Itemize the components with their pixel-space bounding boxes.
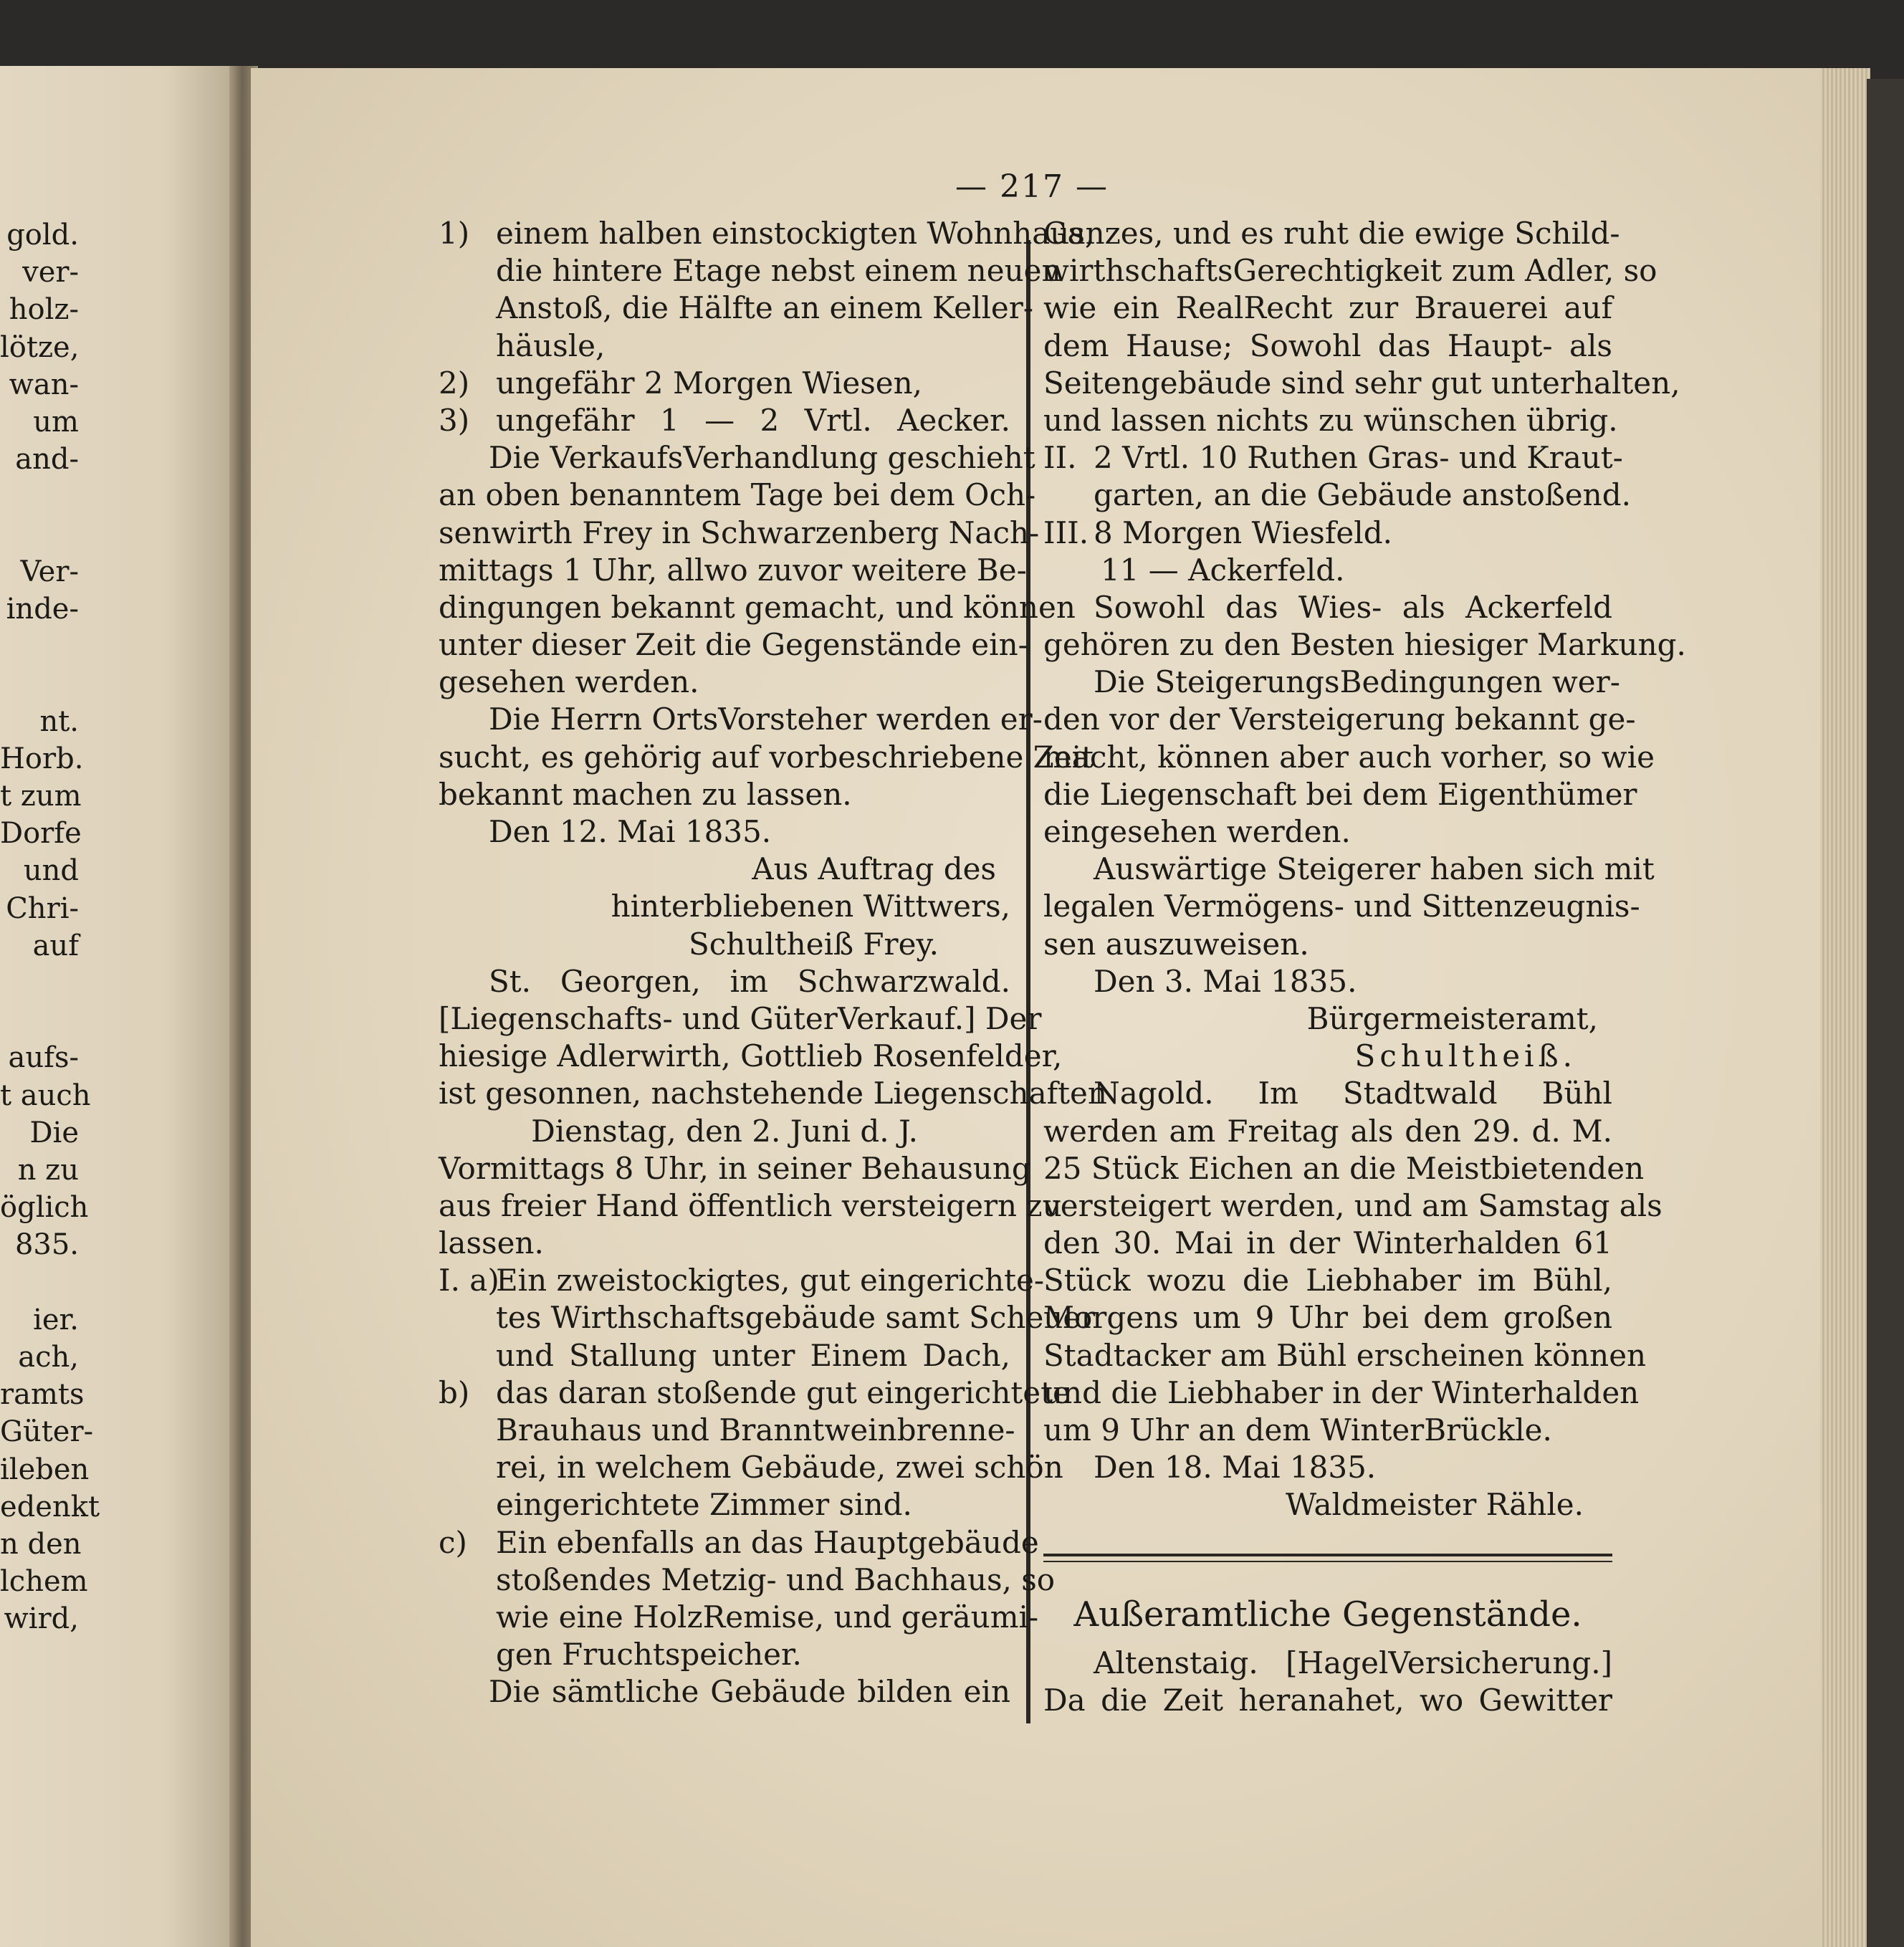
- text-line: II. 2 Vrtl. 10 Ruthen Gras- und Kraut-: [1043, 439, 1612, 477]
- text-line: senwirth Frey in Schwarzenberg Nach-: [439, 515, 1040, 550]
- heading-line: Altenstaig. [HagelVersicherung.]: [1094, 1645, 1612, 1680]
- text-line: Auswärtige Steigerer haben sich mit: [1094, 851, 1655, 887]
- heading-line: St. Georgen, im Schwarzwald.: [489, 963, 1010, 999]
- section-title: Außeramtliche Gegenstände.: [1073, 1594, 1582, 1635]
- text-line: den vor der Versteigerung bekannt ge-: [1043, 702, 1636, 737]
- left-page-fragment: inde-: [6, 593, 79, 626]
- left-page-fragment: ileben: [0, 1453, 90, 1486]
- text-line: Die sämtliche Gebäude bilden ein: [489, 1674, 1010, 1710]
- left-page-fragment: Dorfe: [0, 817, 82, 851]
- text-line: legalen Vermögens- und Sittenzeugnis-: [1043, 889, 1640, 924]
- left-page-fragment: ramts: [0, 1378, 85, 1412]
- text-line: den 30. Mai in der Winterhalden 61: [1043, 1225, 1612, 1261]
- date-line: Den 3. Mai 1835.: [1094, 963, 1357, 999]
- left-page-fragment: ach,: [18, 1341, 79, 1374]
- text-line: gehören zu den Besten hiesiger Markung.: [1043, 627, 1686, 663]
- text-line: Aus Auftrag des: [752, 851, 996, 887]
- left-page-fragment: um: [33, 406, 79, 439]
- text-line: um 9 Uhr an dem WinterBrückle.: [1043, 1412, 1552, 1448]
- text-line: III. 8 Morgen Wiesfeld.: [1043, 515, 1612, 552]
- section-rule-top: [1043, 1554, 1612, 1556]
- text-line: Ganzes, und es ruht die ewige Schild-: [1043, 216, 1620, 251]
- text-line: Morgens um 9 Uhr bei dem großen: [1043, 1300, 1612, 1336]
- text-line: wie ein RealRecht zur Brauerei auf: [1043, 290, 1612, 326]
- left-page-fragment: Horb.: [0, 742, 84, 775]
- text-line: unter dieser Zeit die Gegenstände ein-: [439, 627, 1028, 663]
- text-line: ist gesonnen, nachstehende Liegenschaften: [439, 1076, 1107, 1111]
- text-line: versteigert werden, und am Samstag als: [1043, 1187, 1663, 1223]
- left-page-fragment: edenkt: [0, 1490, 100, 1523]
- text-line: hinterbliebenen Wittwers,: [611, 889, 1010, 924]
- left-page-fragment: Ver-: [20, 555, 79, 588]
- text-line: werden am Freitag als den 29. d. M.: [1043, 1113, 1612, 1149]
- left-page-fragment: lchem: [0, 1565, 88, 1599]
- text-line: tes Wirthschaftsgebäude samt Scheuer: [496, 1300, 1096, 1336]
- text-line: 2) ungefähr 2 Morgen Wiesen,: [439, 365, 1010, 402]
- text-line: aus freier Hand öffentlich versteigern zu: [439, 1187, 1062, 1223]
- text-line: an oben benanntem Tage bei dem Och-: [439, 477, 1036, 513]
- left-page-fragment: nt.: [39, 704, 79, 738]
- left-page-fragment: 835.: [14, 1228, 79, 1262]
- left-page-fragment: lötze,: [0, 330, 80, 364]
- text-line: bekannt machen zu lassen.: [439, 776, 852, 812]
- text-line: Die VerkaufsVerhandlung geschieht: [489, 440, 1035, 476]
- left-page-fragment: t zum: [0, 780, 82, 813]
- text-line: und die Liebhaber in der Winterhalden: [1043, 1374, 1640, 1410]
- left-page-fragment: holz-: [9, 293, 79, 327]
- date-line: Den 18. Mai 1835.: [1094, 1450, 1377, 1486]
- text-line: wie eine HolzRemise, und geräumi-: [496, 1599, 1039, 1635]
- text-line: lassen.: [439, 1225, 544, 1261]
- page-number: — 217 —: [955, 168, 1109, 205]
- signature-line: Waldmeister Rähle.: [1285, 1487, 1584, 1523]
- text-line: gen Fruchtspeicher.: [496, 1637, 802, 1673]
- left-page-fragment: t auch: [0, 1078, 91, 1112]
- text-line: Brauhaus und Branntweinbrenne-: [496, 1412, 1015, 1448]
- list-marker: b): [439, 1374, 470, 1410]
- section-text: [1043, 1645, 1612, 1719]
- text-line: macht, können aber auch vorher, so wie: [1043, 739, 1655, 775]
- text-line: dingungen bekannt gemacht, und können: [439, 589, 1076, 625]
- text-line: Stadtacker am Bühl erscheinen können: [1043, 1337, 1647, 1373]
- text-line: Bürgermeisteramt,: [1306, 1000, 1598, 1036]
- text-line: I. a)Ein zweistockigtes, gut eingerichte-: [439, 1262, 1010, 1299]
- list-marker: I. a): [439, 1263, 499, 1298]
- text-line: eingerichtete Zimmer sind.: [496, 1487, 912, 1523]
- right-column: [1043, 215, 1686, 1524]
- page-edges: [1820, 68, 1870, 1947]
- text-line: [Liegenschafts- und GüterVerkauf.] Der: [439, 1000, 1042, 1036]
- list-marker: 2): [439, 365, 470, 401]
- text-line: rei, in welchem Gebäude, zwei schön: [496, 1450, 1063, 1486]
- text-line: dem Hause; Sowohl das Haupt- als: [1043, 327, 1612, 363]
- left-page-fragment: Die: [29, 1116, 79, 1149]
- text-line: 11 — Ackerfeld.: [1101, 552, 1345, 588]
- text-line: eingesehen werden.: [1043, 814, 1351, 849]
- signature-line: Schultheiß Frey.: [688, 926, 939, 962]
- left-page-fragment: gold.: [6, 219, 79, 252]
- text-line: Die Herrn OrtsVorsteher werden er-: [489, 702, 1043, 737]
- text-line: c) Ein ebenfalls an das Hauptgebäude: [439, 1524, 1010, 1561]
- list-marker: II.: [1043, 440, 1077, 476]
- list-marker: 3): [439, 402, 470, 438]
- text-line: Stück wozu die Liebhaber im Bühl,: [1043, 1263, 1612, 1298]
- left-page-fragment: Güter-: [0, 1415, 94, 1449]
- text-line: Dienstag, den 2. Juni d. J.: [531, 1113, 918, 1149]
- text-line: 1) einem halben einstockigten Wohnhaus,: [439, 215, 1010, 252]
- list-marker: c): [439, 1524, 467, 1560]
- text-line: Sowohl das Wies- als Ackerfeld: [1094, 589, 1612, 625]
- left-page-fragment: auf: [32, 929, 79, 962]
- signature-line: Schultheiß.: [1354, 1038, 1577, 1074]
- text-line: sucht, es gehörig auf vorbeschriebene Zeit: [439, 739, 1094, 775]
- left-page-fragment: ier.: [33, 1303, 79, 1336]
- list-marker: 1): [439, 216, 470, 251]
- text-line: stoßendes Metzig- und Bachhaus, so: [496, 1561, 1056, 1597]
- left-page-fragment: wird,: [4, 1602, 79, 1636]
- text-line: gesehen werden.: [439, 664, 699, 700]
- text-line: mittags 1 Uhr, allwo zuvor weitere Be-: [439, 552, 1027, 588]
- left-page-fragment: ver-: [22, 256, 79, 290]
- left-page-fragment: and-: [15, 443, 79, 477]
- left-page-fragment: aufs-: [8, 1041, 79, 1075]
- text-line: hiesige Adlerwirth, Gottlieb Rosenfelder,: [439, 1038, 1063, 1074]
- left-page-fragment: und: [23, 854, 79, 888]
- left-page-fragment: öglich: [0, 1191, 89, 1225]
- text-line: Die SteigerungsBedingungen wer-: [1094, 664, 1620, 700]
- text-line: die hintere Etage nebst einem neuen: [496, 253, 1061, 289]
- left-page-fragment: n zu: [17, 1154, 79, 1187]
- left-page-fragment: Chri-: [6, 891, 79, 925]
- date-line: Den 12. Mai 1835.: [489, 814, 772, 849]
- text-line: und Stallung unter Einem Dach,: [496, 1337, 1010, 1373]
- left-page-fragment: n den: [0, 1528, 82, 1561]
- text-line: 3) ungefähr 1 — 2 Vrtl. Aecker.: [439, 402, 1010, 439]
- text-line: garten, an die Gebäude anstoßend.: [1094, 477, 1631, 513]
- text-line: wirthschaftsGerechtigkeit zum Adler, so: [1043, 253, 1657, 289]
- text-line: und lassen nichts zu wünschen übrig.: [1043, 402, 1618, 438]
- text-line: Anstoß, die Hälfte an einem Keller-: [496, 290, 1034, 326]
- book-cover-edge: [1867, 79, 1904, 1947]
- text-line: sen auszuweisen.: [1043, 926, 1309, 962]
- text-line: Vormittags 8 Uhr, in seiner Behausung: [439, 1150, 1031, 1186]
- text-line: häusle,: [496, 327, 606, 363]
- text-line: Seitengebäude sind sehr gut unterhalten,: [1043, 365, 1680, 401]
- text-line: Da die Zeit heranahet, wo Gewitter: [1043, 1683, 1612, 1718]
- heading-line: Nagold. Im Stadtwald Bühl: [1094, 1076, 1612, 1111]
- text-line: die Liegenschaft bei dem Eigenthümer: [1043, 776, 1637, 812]
- section-rule-bottom: [1043, 1561, 1612, 1562]
- text-line: 25 Stück Eichen an die Meistbietenden: [1043, 1150, 1645, 1186]
- left-page-fragment: wan-: [9, 368, 79, 401]
- text-line: b) das daran stoßende gut eingerichtete: [439, 1374, 1010, 1412]
- list-marker: III.: [1043, 515, 1089, 550]
